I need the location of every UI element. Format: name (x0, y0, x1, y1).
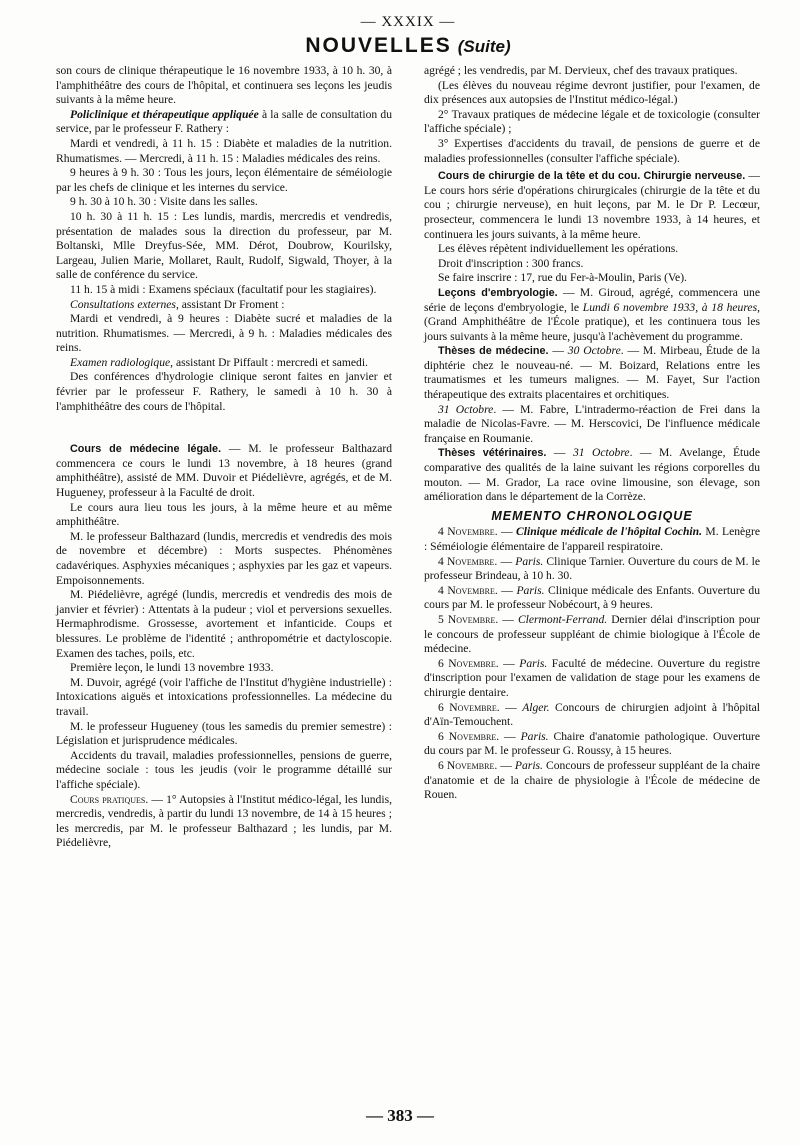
memento-item: 6 Novembre. — Paris. Concours de professeur suppléant de la chaire d'anatomie et de la chaire de physiologie à l'École de médecine de Rouen. (424, 758, 760, 802)
section-heading: Leçons d'embryologie. (438, 286, 558, 299)
memento-item: 6 Novembre. — Paris. Chaire d'anatomie pathologique. Ouverture du cours par M. le professeur G. Roussy, à 15 heures. (424, 729, 760, 758)
memento-item: 5 Novembre. — Clermont-Ferrand. Dernier délai d'inscription pour le concours de professeur suppléant de chimie biologique à l'École de médecine. (424, 612, 760, 656)
paragraph: 9 heures à 9 h. 30 : Tous les jours, leçon élémentaire de séméiologie par les chefs de clinique et les internes du service. (56, 166, 392, 194)
paragraph: Première leçon, le lundi 13 novembre 1933. (70, 661, 274, 675)
paragraph: Examen radiologique, assistant Dr Piffault : mercredi et samedi. (70, 355, 368, 369)
memento-item: 4 Novembre. — Paris. Clinique Tarnier. Ouverture du cours de M. le professeur Brindeau, à 10 h. 30. (424, 554, 760, 583)
paragraph: Mardi et vendredi, à 11 h. 15 : Diabète et maladies de la nutrition. Rhumatismes. — Mercredi, à 11 h. 15 : Maladies médicales des reins. (56, 136, 392, 165)
right-column (424, 64, 760, 851)
paragraph: Accidents du travail, maladies professionnelles, pensions de guerre, médecine sociale : tous les jeudis (voir le programme détaillé sur l'affiche spéciale). (56, 748, 392, 791)
memento-item: 6 Novembre. — Alger. Concours de chirurgien adjoint à l'hôpital d'Aïn-Temouchent. (424, 700, 761, 729)
section-heading: Thèses vétérinaires. (438, 447, 547, 460)
paragraph: M. le professeur Balthazard (lundis, mercredis et vendredis des mois de novembre et décembre) : Morts suspectes. Phénomènes cadavériques. Asphyxies mécaniques ; asphyxies par les gaz et vapeurs. Empoisonnements. (56, 529, 392, 587)
run-heading: Policlinique et thérapeutique appliquée (70, 107, 259, 121)
section-heading: Cours de médecine légale. (70, 443, 222, 456)
two-column-body (56, 64, 760, 851)
paragraph: Les élèves répètent individuellement les opérations. (438, 242, 679, 256)
memento-item: 4 Novembre. — Paris. Clinique médicale des Enfants. Ouverture du cours par M. le professeur Nobécourt, à 9 heures. (424, 583, 760, 612)
run-heading: Cours pratiques. (70, 792, 149, 806)
paragraph: M. le professeur Hugueney (tous les samedis du premier semestre) : Législation et jurisprudence médicales. (56, 719, 392, 748)
paragraph: son cours de clinique thérapeutique le 16 novembre 1933, à 10 h. 30, à l'amphithéâtre des cours de l'hôpital, et continuera ses leçons les jeudis suivants à la même heure. (56, 64, 392, 107)
paragraph: 3° Expertises d'accidents du travail, de pensions de guerre et de maladies professionnelles (consulter l'affiche spéciale). (424, 136, 760, 165)
paragraph: M. Duvoir, agrégé (voir l'affiche de l'Institut d'hygiène industrielle) : Intoxications aiguës et intoxications professionnelles. La médecine du travail. (56, 675, 392, 718)
paragraph: 9 h. 30 à 10 h. 30 : Visite dans les salles. (70, 195, 258, 209)
paragraph: Le cours aura lieu tous les jours, à la même heure et au même amphithéâtre. (56, 500, 392, 529)
paragraph: 11 h. 15 à midi : Examens spéciaux (facultatif pour les stagiaires). (70, 282, 377, 296)
paragraph: Thèses de médecine. — 30 Octobre. — M. Mirbeau, Étude de la diphtérie chez le nouveau-né. — M. Boizard, Relations entre les traumatismes et les tumeurs malignes. — M. Fayet, Sur l'action thérapeutique des extraits placentaires et orchitiques. (424, 344, 760, 402)
paragraph: Thèses vétérinaires. — 31 Octobre. — M. Avelange, Étude comparative des qualités de la laine suivant les régions corporelles du mouton. — M. Grador, La race ovine limousine, son élevage, son amélioration dans le département de la Corrèze. (424, 446, 760, 504)
paragraph: Leçons d'embryologie. — M. Giroud, agrégé, commencera une série de leçons d'embryologie, le Lundi 6 novembre 1933, à 18 heures, (Grand Amphithéâtre de l'École pratique), et les continuera tous les jours suivants à la même heure, jusqu'à l'achèvement du programme. (424, 285, 760, 343)
run-heading: Examen radiologique (70, 355, 171, 369)
paragraph: Mardi et vendredi, à 9 heures : Diabète sucré et maladies de la nutrition. Rhumatismes. — Mercredi, à 9 h. : Maladies médicales des reins. (56, 312, 392, 355)
section-title: NOUVELLES (305, 34, 452, 57)
paragraph: Policlinique et thérapeutique appliquée à la salle de consultation du service, par le professeur F. Rathery : (56, 107, 393, 136)
paragraph: Se faire inscrire : 17, rue du Fer-à-Moulin, Paris (Ve). (438, 271, 687, 285)
paragraph: (Les élèves du nouveau régime devront justifier, pour l'examen, de dix présences aux autopsies de l'Institut médico-légal.) (424, 78, 760, 107)
paragraph: agrégé ; les vendredis, par M. Dervieux, chef des travaux pratiques. (424, 64, 738, 77)
section-heading: Cours de chirurgie de la tête et du cou. Chirurgie nerveuse. (438, 170, 746, 183)
paragraph: Cours pratiques. — 1° Autopsies à l'Institut médico-légal, les lundis, mercredis, vendredis, à partir du lundi 13 novembre, de 14 à 15 heures ; les mercredis, par M. le professeur Balthazard ; les lundis, par M. Piédelièvre, (56, 792, 392, 850)
section-heading: Thèses de médecine. (438, 345, 549, 358)
paragraph: M. Piédelièvre, agrégé (lundis, mercredis et vendredis des mois de janvier et février) : Attentats à la pudeur ; viol et perversions sexuelles. Hermaphrodisme. Grossesse, avortement et infanticide. Coups et blessures. Le problème de l'identité ; anthropométrie et dactyloscopie. Examen des taches, poils, etc. (56, 588, 392, 660)
paragraph: 2° Travaux pratiques de médecine légale et de toxicologie (consulter l'affiche spéciale) ; (424, 107, 760, 136)
paragraph: Droit d'inscription : 300 francs. (438, 256, 584, 270)
paragraph: Cours de chirurgie de la tête et du cou. Chirurgie nerveuse. — Le cours hors série d'opérations chirurgicales (chirurgie de la tête et du cou ; chirurgie nerveuse), en huit leçons, par M. le Dr P. Lecœur, prosecteur, commencera le lundi 13 novembre 1933, à 14 heures, et continuera les jours suivants, à la même heure. (424, 169, 760, 241)
paragraph: Consultations externes, assistant Dr Froment : (70, 297, 285, 311)
memento-heading: MEMENTO CHRONOLOGIQUE (491, 508, 693, 523)
paragraph: 10 h. 30 à 11 h. 15 : Les lundis, mardis, mercredis et vendredis, présentation de malades sous la direction du professeur, par M. Boltanski, Mlle Dreyfus-Sée, MM. Dérot, Doubrow, Kourilsky, Largeau, Julien Marie, Mollaret, Rault, Rudolf, Sigwald, Thoyer, à la salle de conférence du service. (56, 209, 392, 282)
section-subtitle: (Suite) (457, 37, 511, 56)
page-number: — 383 — (366, 1106, 434, 1125)
memento-item: 6 Novembre. — Paris. Faculté de médecine. Ouverture du registre d'inscription pour l'examen de validation de stage pour les examens de chirurgie dentaire. (424, 656, 760, 699)
memento-item: 4 Novembre. — Clinique médicale de l'hôpital Cochin. M. Lenègre : Séméiologie élémentaire de l'appareil respiratoire. (424, 525, 760, 553)
section-header (56, 34, 760, 60)
paragraph: Cours de médecine légale. — M. le professeur Balthazard commencera ce cours le lundi 13 novembre, à 18 heures (grand amphithéâtre), assisté de MM. Duvoir et Piédelièvre, agrégés, et de M. Hugueney, professeur à la Faculté de droit. (56, 442, 392, 500)
left-column (56, 64, 392, 851)
section-gap (56, 414, 392, 442)
paragraph: Des conférences d'hydrologie clinique seront faites en janvier et février par le professeur F. Rathery, le samedi à 10 h. 30 à l'amphithéâtre des cours de l'hôpital. (56, 370, 392, 413)
paragraph: 31 Octobre. — M. Fabre, L'intradermo-réaction de Frei dans la maladie de Nicolas-Favre. — M. Herscovici, De l'influence médicale française en Roumanie. (424, 402, 760, 445)
roman-page-number: — XXXIX — (360, 14, 456, 30)
run-heading: Consultations externes (70, 297, 176, 311)
